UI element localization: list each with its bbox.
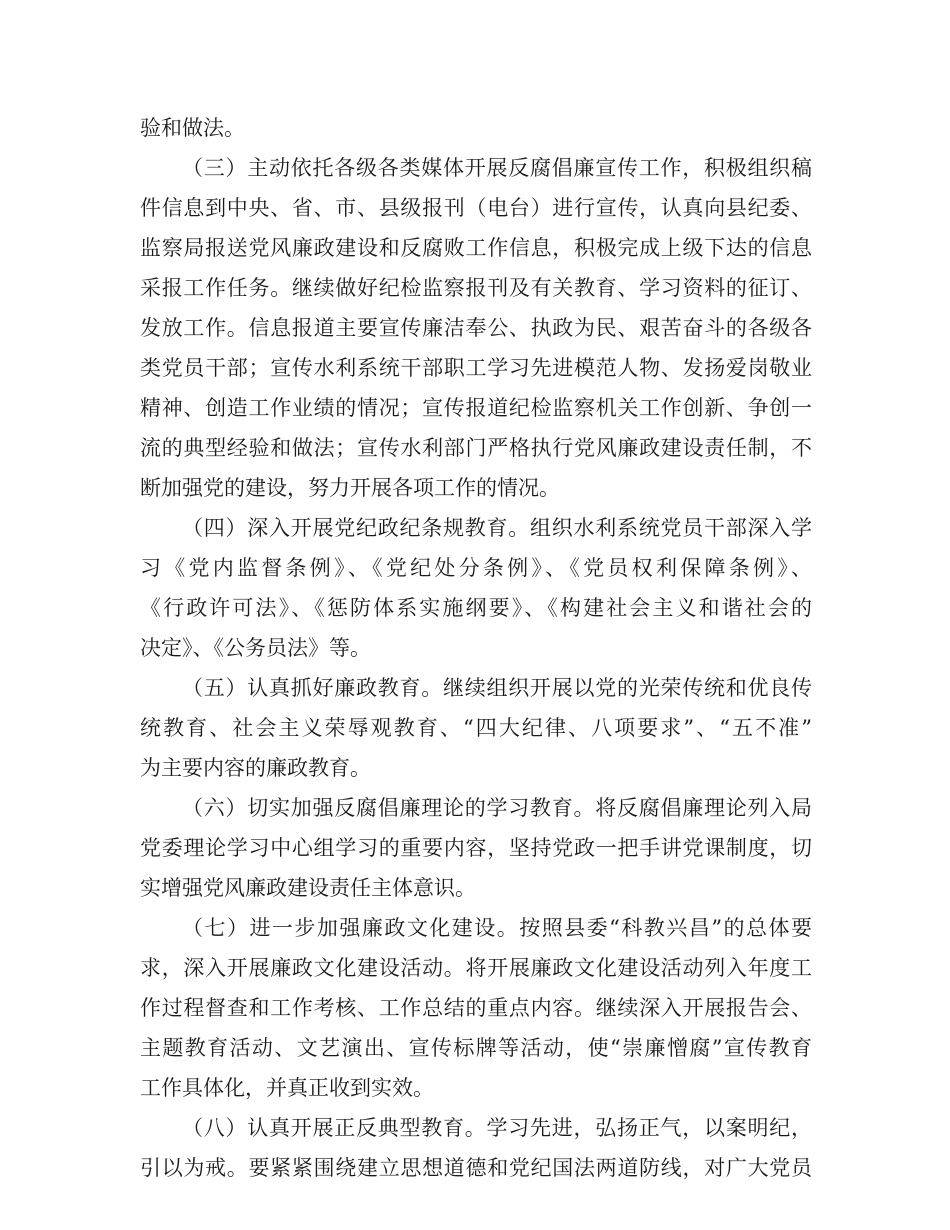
text-line: 党委理论学习中心组学习的重要内容，坚持党政一把手讲党课制度，切 xyxy=(140,836,812,860)
text-line: 《行政许可法》、《惩防体系实施纲要》、《构建社会主义和谐社会的 xyxy=(140,596,812,620)
text-line: 流的典型经验和做法；宣传水利部门严格执行党风廉政建设责任制，不 xyxy=(140,436,812,460)
text-line: 统教育、社会主义荣辱观教育、“四大纪律、八项要求”、“五不准” xyxy=(140,716,812,740)
text-line: 主题教育活动、文艺演出、宣传标牌等活动，使“崇廉憎腐”宣传教育 xyxy=(140,1036,812,1060)
text-line: （八）认真开展正反典型教育。学习先进，弘扬正气，以案明纪， xyxy=(182,1116,812,1140)
text-line: 为主要内容的廉政教育。 xyxy=(140,756,371,780)
text-line: 工作具体化，并真正收到实效。 xyxy=(140,1076,434,1100)
text-line: （四）深入开展党纪政纪条规教育。组织水利系统党员干部深入学 xyxy=(182,516,812,540)
text-line: 精神、创造工作业绩的情况；宣传报道纪检监察机关工作创新、争创一 xyxy=(140,396,812,420)
text-line: 断加强党的建设，努力开展各项工作的情况。 xyxy=(140,476,560,500)
text-line: 习《党内监督条例》、《党纪处分条例》、《党员权利保障条例》、 xyxy=(140,556,812,580)
text-line: 引以为戒。要紧紧围绕建立思想道德和党纪国法两道防线，对广大党员 xyxy=(140,1156,812,1180)
text-line: （六）切实加强反腐倡廉理论的学习教育。将反腐倡廉理论列入局 xyxy=(182,796,812,820)
text-line: （三）主动依托各级各类媒体开展反腐倡廉宣传工作，积极组织稿 xyxy=(182,156,812,180)
text-line: 验和做法。 xyxy=(140,116,245,140)
text-line: 实增强党风廉政建设责任主体意识。 xyxy=(140,876,476,900)
text-line: 监察局报送党风廉政建设和反腐败工作信息，积极完成上级下达的信息 xyxy=(140,236,812,260)
text-line: （七）进一步加强廉政文化建设。按照县委“科教兴昌”的总体要 xyxy=(182,916,812,940)
text-line: 发放工作。信息报道主要宣传廉洁奉公、执政为民、艰苦奋斗的各级各 xyxy=(140,316,812,340)
text-line: 决定》、《公务员法》等。 xyxy=(140,636,371,660)
text-line: 采报工作任务。继续做好纪检监察报刊及有关教育、学习资料的征订、 xyxy=(140,276,812,300)
text-line: （五）认真抓好廉政教育。继续组织开展以党的光荣传统和优良传 xyxy=(182,676,812,700)
text-line: 作过程督查和工作考核、工作总结的重点内容。继续深入开展报告会、 xyxy=(140,996,812,1020)
text-line: 件信息到中央、省、市、县级报刊（电台）进行宣传，认真向县纪委、 xyxy=(140,196,812,220)
text-line: 求，深入开展廉政文化建设活动。将开展廉政文化建设活动列入年度工 xyxy=(140,956,812,980)
text-line: 类党员干部；宣传水利系统干部职工学习先进模范人物、发扬爱岗敬业 xyxy=(140,356,812,380)
